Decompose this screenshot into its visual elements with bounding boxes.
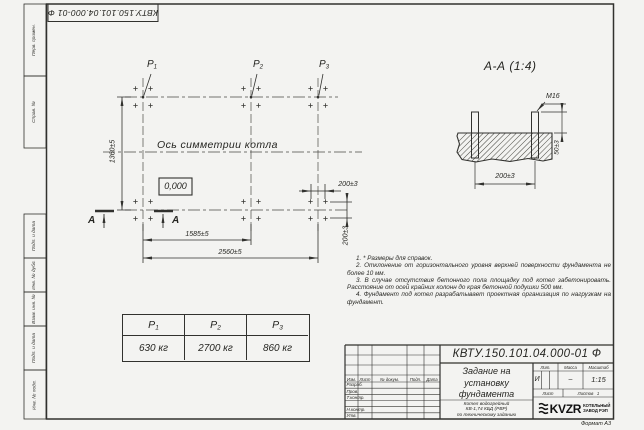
dim-bolt-spacing-y: 200±3 <box>342 225 350 246</box>
kvzr-logo-icon <box>538 402 549 415</box>
p1-sub: 1 <box>153 63 158 71</box>
format-label: Формат А3 <box>580 421 612 427</box>
margin-label-podp-data-1: Подп. и дата <box>32 220 37 252</box>
lt-p3-sub: 3 <box>279 324 283 332</box>
lt-p2-sub: 2 <box>217 324 221 332</box>
load-point-label-p2 <box>253 59 263 70</box>
lit-header: Лит. <box>540 364 551 370</box>
boiler-symmetry-axis-label: Ось симметрии котла <box>157 139 278 151</box>
company-name-line2: ЗАВОД РЭП <box>583 407 608 413</box>
lt-p3-base: P <box>272 318 280 331</box>
p2-sub: 2 <box>259 63 264 71</box>
load-table-header-p2 <box>185 315 247 336</box>
note-3: 3. В случае отсутствия бетонного пола площадку под котел забетонировать. Расстояние от осей крайних колонн до края бетонной подушки 500 мм. <box>347 276 611 292</box>
lt-p1-base: P <box>148 318 156 331</box>
drawing-subtitle-line1: Котел водогрейный <box>463 401 510 407</box>
load-table <box>122 314 310 362</box>
note-1: 1. * Размеры для справок. <box>356 255 433 262</box>
rev-col-ndokum: № докум. <box>380 376 399 382</box>
drawing-subtitle-line2: КВ-1,74 КБД (РВР) <box>465 407 508 413</box>
technical-notes <box>347 255 611 306</box>
dim-width-2560: 2560±5 <box>218 248 242 256</box>
note-2: 2. Отклонение от горизонтального уровня верхней поверхности фундамента не более 10 мм. <box>347 262 611 277</box>
lit-value: И <box>534 376 540 383</box>
scale-value: 1:15 <box>591 375 606 384</box>
lt-p2-base: P <box>210 318 218 331</box>
load-table-header-p3 <box>247 315 308 336</box>
title-block-doc-number: КВТУ.150.101.04.000-01 Ф <box>452 348 602 360</box>
sig-row-prov: Пров. <box>346 388 359 394</box>
top-doc-number: КВТУ.150.101.04.000-01 Ф <box>47 8 158 18</box>
p3-sub: 3 <box>325 63 330 71</box>
section-letter-right: А <box>172 215 180 226</box>
p3-base: P <box>319 59 326 70</box>
load-table-header-p1 <box>123 315 185 336</box>
margin-label-podp-data-2: Подп. и дата <box>32 332 37 364</box>
rev-col-podp: Подп. <box>409 376 422 382</box>
load-point-label-p3 <box>319 59 329 70</box>
company-logo <box>535 399 613 418</box>
margin-label-sprav-no: Справ. № <box>32 101 37 123</box>
margin-label-inv-podl: Инв. № подл. <box>32 379 37 410</box>
drawing-subtitle-line3: по техническому заданию <box>456 413 517 419</box>
sheets-count: 1 <box>596 390 600 396</box>
section-title: А-А (1:4) <box>484 59 537 73</box>
margin-label-vzam-inv: Взам. инв. № <box>32 294 37 324</box>
dim-width-1585: 1585±5 <box>185 230 209 238</box>
p2-base: P <box>253 59 260 70</box>
p1-base: P <box>147 59 154 70</box>
rev-col-list: Лист <box>359 376 371 382</box>
sheets-label: Листов <box>577 390 594 396</box>
mass-header: Масса <box>564 364 577 370</box>
load-table-value-p2: 2700 кг <box>185 336 247 360</box>
sig-row-tkontr: Т.контр. <box>346 394 365 400</box>
rev-col-izm: Изм. <box>346 376 357 382</box>
rev-col-data: Дата <box>426 376 438 382</box>
note-4: 4. Фундамент под котел разрабатывает проектная организация по нагрузкам на фундамент. <box>347 291 611 306</box>
sig-row-razrab: Разраб. <box>346 382 363 388</box>
drawing-title-line1: Задание на <box>462 365 511 376</box>
dim-height-1360: 1360±5 <box>109 139 117 164</box>
dim-bolt-protrusion: 50±3 <box>553 140 561 155</box>
section-letter-left: А <box>88 215 96 226</box>
load-table-value-p1: 630 кг <box>123 336 185 360</box>
lt-p1-sub: 1 <box>155 324 159 332</box>
company-name-line1: КОТЕЛЬНЫЙ <box>583 402 611 408</box>
load-table-value-p3: 860 кг <box>262 342 293 354</box>
sheet-label: Лист <box>542 390 554 396</box>
sig-row-nkontr: Н.контр. <box>346 407 366 412</box>
mass-value: – <box>568 376 573 383</box>
margin-label-perv-primen: Перв. примен. <box>32 24 37 56</box>
sheets-cell <box>563 390 614 397</box>
company-name <box>583 404 610 413</box>
sig-row-utv: Утв. <box>346 413 357 419</box>
load-point-label-p1 <box>147 59 157 70</box>
company-logo-text: KVZR <box>549 401 582 416</box>
margin-label-inv-dubl: Инв. № дубл. <box>32 260 37 290</box>
bolt-thread-label: М16 <box>546 93 560 100</box>
drawing-title-line2: установку <box>464 377 509 388</box>
dim-section-spacing: 200±3 <box>495 173 515 180</box>
scale-header: Масштаб <box>588 364 609 370</box>
drawing-title-line3: фундамента <box>458 389 515 399</box>
dim-bolt-spacing-x: 200±3 <box>338 181 358 188</box>
elevation-mark: 0,000 <box>164 181 187 191</box>
